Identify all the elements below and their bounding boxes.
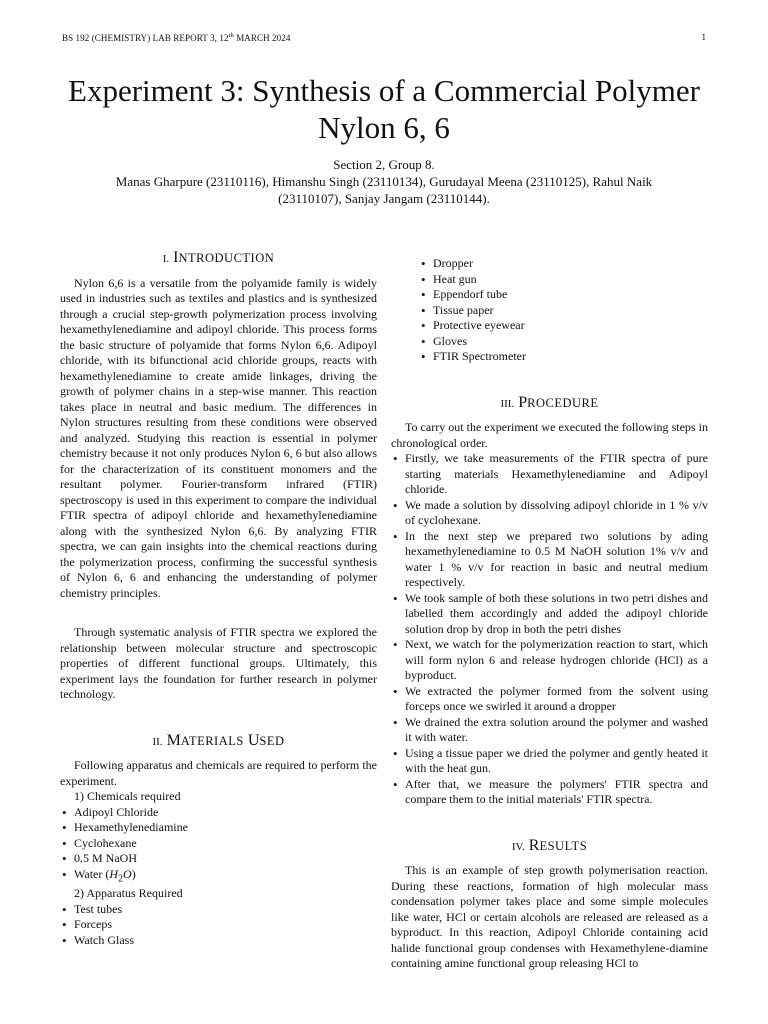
list-item: • We extracted the polymer formed from the solvent using forceps once we swirled it around a dropper	[391, 684, 708, 715]
chemicals-heading: 1) Chemicals required	[74, 789, 181, 803]
section-heading-procedure: III. PROCEDURE	[500, 393, 599, 411]
list-item: • We drained the extra solution around the polymer and washed it with water.	[391, 715, 708, 746]
list-item: • Heat gun	[419, 272, 708, 288]
results-paragraph: This is an example of step growth polymerisation reaction. During these reactions, formation of high molecular mass condensation polymer takes place and some simple molecules like water, HCl or certain alcohols are released are released as a byproduct. In this reaction, Adipoyl Chloride containing acid halide functional group condenses with Hexamethylene-diamine containing amine functional group releasing HCl to	[391, 863, 708, 970]
right-column	[391, 256, 708, 972]
list-item: • Cyclohexane	[60, 836, 377, 852]
intro-paragraph-1: Nylon 6,6 is a versatile from the polyamide family is widely used in industries such as textiles and plastics and is synthesized through a crucial step-growth polymerization process involving hexamethylenediamine and adipoyl chloride. This process forms the basic structure of polyamide that forms Nylon 6,6. Adipoyl chloride, with its bifunctional acid chloride groups, reacts with hexamethylenediamine to create amide linkages, driving the growth of polymer chains in a step-wise manner. This reaction takes place in neutral and basic medium. The differences in Nylon structures resulting from these conditions were observed and analyzed. Studying this reaction is essential in polymer chemistry because it not only produces Nylon 6, 6 but also allows for the characterization of its constituent monomers and the resultant polymer. Fourier-transform infrared (FTIR) spectroscopy is used in this experiment to compare the individual FTIR spectra of adipoyl chloride and hexamethylenediamine along with the synthesized Nylon 6,6. By analyzing FTIR spectra, we can gain insights into the chemical reactions during the polymerization process, confirming the successful synthesis of Nylon 6, 6 and enhancing the understanding of polymer chemistry principles.	[60, 275, 377, 600]
section-group: Section 2, Group 8.	[333, 157, 435, 172]
list-item: • Hexamethylenediamine	[60, 820, 377, 836]
list-item-water: • Water $(H_2O)$	[60, 867, 377, 887]
materials-intro: Following apparatus and chemicals are required to perform the experiment.	[60, 758, 377, 788]
list-item: • After that, we measure the polymers' FTIR spectra and compare them to the initial materials' FTIR spectra.	[391, 777, 708, 808]
list-item: • Tissue paper	[419, 303, 708, 319]
authors-line-2: (23110107), Sanjay Jangam (23110144).	[278, 191, 490, 206]
apparatus-list-continued	[391, 256, 708, 365]
list-item: • 0.5 M NaOH	[60, 851, 377, 867]
page-number: 1	[701, 32, 706, 42]
list-item: • Watch Glass	[60, 933, 377, 949]
list-item: • We made a solution by dissolving adipoyl chloride in 1 % v/v of cyclohexane.	[391, 498, 708, 529]
list-item: • Eppendorf tube	[419, 287, 708, 303]
list-item: • Using a tissue paper we dried the polymer and gently heated it with the heat gun.	[391, 746, 708, 777]
list-item: • Next, we watch for the polymerization reaction to start, which will form nylon 6 and release hydrogen chloride (HCl) as a byproduct.	[391, 637, 708, 684]
list-item: • In the next step we prepared two solutions by ading hexamethylenediamine to 0.5 M NaOH solution 1% v/v and water 1 % v/v for reaction in basic and neutral medium respectively.	[391, 529, 708, 591]
apparatus-heading: 2) Apparatus Required	[74, 886, 183, 901]
list-item: • Adipoyl Chloride	[60, 805, 377, 821]
list-item: • We took sample of both these solutions in two petri dishes and labelled them accordingly and added the adipoyl chloride solution drop by drop in both the petri dishes	[391, 591, 708, 638]
section-heading-introduction: I. INTRODUCTION	[162, 249, 275, 266]
title-line-2: Nylon 6, 6	[318, 110, 450, 145]
section-heading-materials: II. MATERIALS USED	[152, 731, 285, 749]
list-item: • Gloves	[419, 334, 708, 350]
list-item: • Forceps	[60, 917, 377, 933]
procedure-intro: To carry out the experiment we executed the following steps in chronological order.	[391, 420, 708, 450]
paper-title	[40, 72, 728, 146]
list-item: • Dropper	[419, 256, 708, 272]
procedure-steps	[391, 451, 708, 808]
authors-line-1: Manas Gharpure (23110116), Himanshu Singh (23110134), Gurudayal Meena (23110125), Rahul Naik	[115, 174, 653, 189]
author-block	[60, 156, 708, 207]
left-column	[60, 250, 377, 948]
list-item: • Firstly, we take measurements of the FTIR spectra of pure starting materials Hexamethylenediamine and Adipoyl chloride.	[391, 451, 708, 498]
intro-paragraph-2: Through systematic analysis of FTIR spectra we explored the relationship between molecular structure and spectroscopic properties of different functional groups. Ultimately, this experiment lays the foundation for further research in polymer technology.	[60, 625, 377, 701]
list-item: • FTIR Spectrometer	[419, 349, 708, 365]
list-item: • Protective eyewear	[419, 318, 708, 334]
title-line-1: Experiment 3: Synthesis of a Commercial Polymer	[68, 73, 700, 108]
list-item: • Test tubes	[60, 902, 377, 918]
apparatus-list	[60, 902, 377, 949]
section-heading-results: IV. RESULTS	[511, 836, 588, 854]
chemicals-list	[60, 805, 377, 887]
running-header: BS 192 (CHEMISTRY) LAB REPORT 3, 12th MARCH 2024	[62, 32, 291, 43]
